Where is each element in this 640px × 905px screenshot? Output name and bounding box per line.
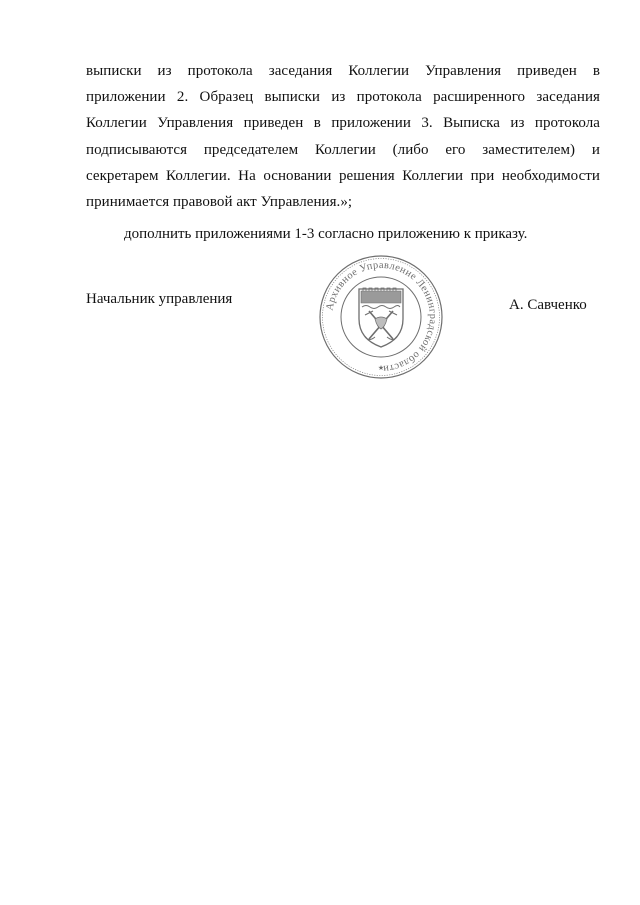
- seal-star-icon: ★: [377, 364, 385, 372]
- signatory-name: А. Савченко: [509, 297, 587, 313]
- coat-of-arms-icon: [359, 288, 403, 347]
- closing-instruction: дополнить приложениями 1-3 согласно приложению к приказу.: [124, 226, 528, 242]
- signatory-position: Начальник управления: [86, 291, 233, 307]
- seal-ring-text: Архивное Управление Ленинградской области: [324, 259, 439, 375]
- paragraph-line: выписки из протокола заседания Коллегии Управления приведен в: [86, 63, 600, 79]
- paragraph-line: принимается правовой акт Управления.»;: [86, 193, 353, 210]
- official-seal-stamp: [317, 253, 445, 381]
- paragraph-line: секретарем Коллегии. На основании решения Коллегии при необходимости: [86, 167, 600, 184]
- paragraph-line: приложении 2. Образец выписки из протокола расширенного заседания: [86, 89, 600, 106]
- body-paragraph: [86, 58, 600, 215]
- paragraph-line: Коллегии Управления приведен в приложении 3. Выписка из протокола: [86, 115, 600, 132]
- paragraph-line: подписываются председателем Коллегии (либо его заместителем) и: [86, 141, 600, 158]
